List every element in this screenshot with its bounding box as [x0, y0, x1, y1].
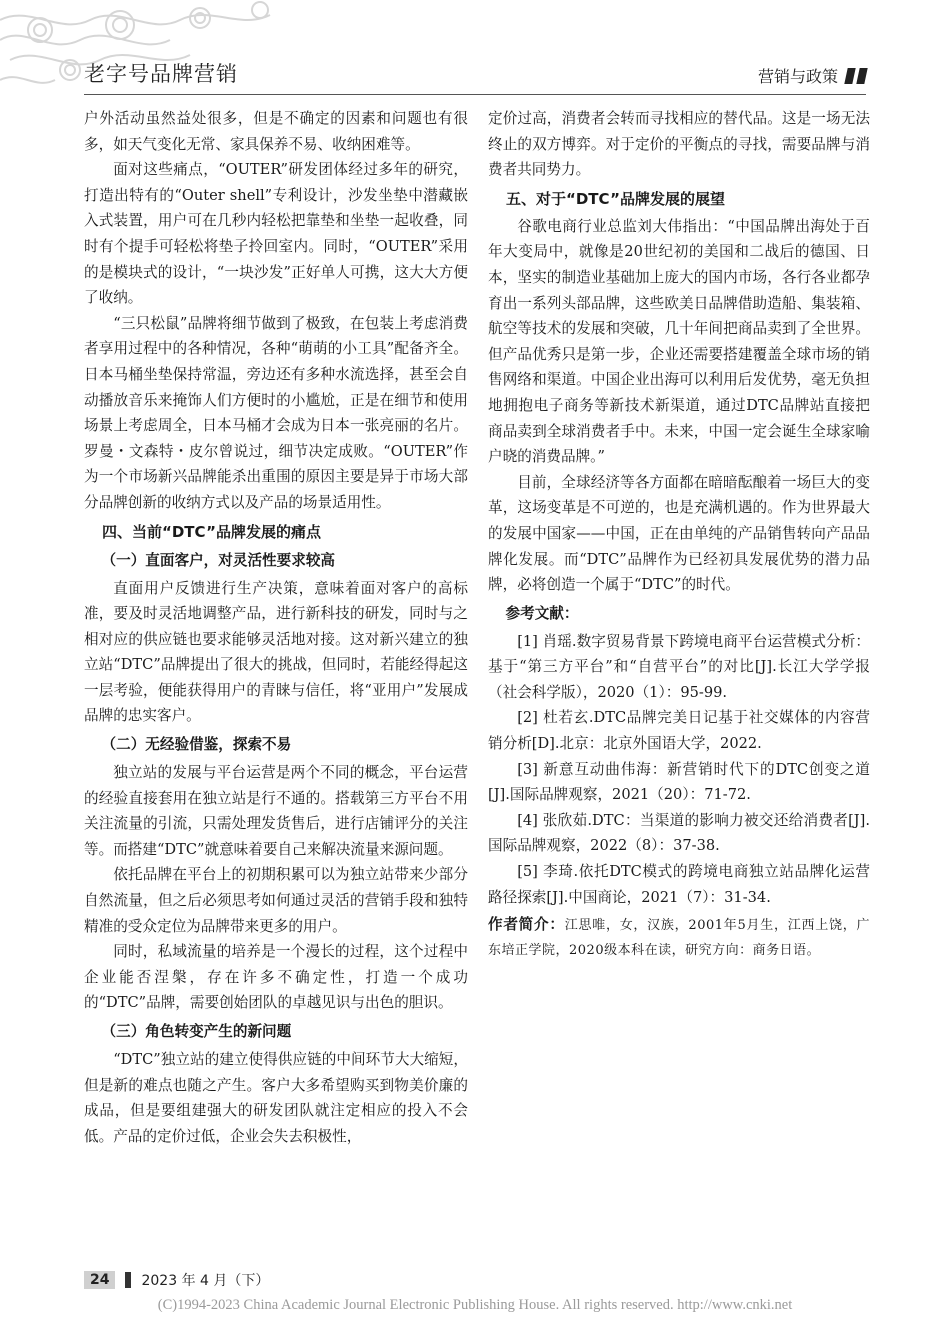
reference-item: [3] 新意互动曲伟海：新营销时代下的DTC创变之道[J].国际品牌观察，2021（20）：71-72.	[488, 760, 870, 804]
paragraph: 独立站的发展与平台运营是两个不同的概念，平台运营的经验直接套用在独立站是行不通的。搭载第三方平台不用关注流量的引流，只需处理发货售后，进行店铺评分的关注等。而搭建“DTC”就意味着要自己来解决流量来源问题。	[84, 764, 468, 858]
footer-bar-icon	[125, 1272, 131, 1288]
reference-item: [2] 杜若玄.DTC品牌完美日记基于社交媒体的内容营销分析[D].北京：北京外国语大学，2022.	[488, 709, 870, 753]
author-bio	[488, 912, 870, 963]
column-title	[758, 64, 866, 87]
section-heading: 参考文献：	[505, 604, 579, 622]
reference-item: [1] 肖瑶.数字贸易背景下跨境电商平台运营模式分析：基于“第三方平台”和“自营平台”的对比[J].长江大学学报（社会科学版），2020（1）：95-99.	[488, 632, 870, 701]
section-heading: （二）无经验借鉴，探索不易	[101, 736, 292, 754]
paragraph: 直面用户反馈进行生产决策，意味着面对客户的高标准，要及时灵活地调整产品，进行新科技的研发，同时与之相对应的供应链也要求能够灵活地对接。这对新兴建立的独立站“DTC”品牌提出了很大的挑战，但同时，若能经得起这一层考验，便能获得用户的青睐与信任，将“亚用户”发展成品牌的忠实客户。	[84, 579, 468, 725]
author-bio-label: 作者简介：	[488, 916, 565, 934]
right-text-column	[488, 106, 870, 963]
left-text-column	[84, 106, 468, 1149]
header-divider	[84, 94, 866, 95]
copyright-notice: (C)1994-2023 China Academic Journal Electronic Publishing House. All rights reserved. http://www.cnki.net	[157, 1297, 793, 1313]
section-heading: 四、当前“DTC”品牌发展的痛点	[102, 522, 321, 541]
paragraph: 户外活动虽然益处很多，但是不确定的因素和问题也有很多，如天气变化无常、家具保养不易、收纳困难等。	[84, 110, 468, 153]
paragraph: 定价过高，消费者会转而寻找相应的替代品。这是一场无法终止的双方博弈。对于定价的平衡点的寻找，需要品牌与消费者共同势力。	[488, 110, 870, 179]
reference-item: [4] 张欣茹.DTC：当渠道的影响力被交还给消费者[J].国际品牌观察，2022（8）：37-38.	[488, 811, 870, 855]
references-list	[488, 629, 870, 911]
page-number: 24	[84, 1271, 115, 1289]
header-bars-icon	[846, 68, 866, 84]
paragraph: “三只松鼠”品牌将细节做到了极致，在包装上考虑消费者享用过程中的各种情况，各种“萌萌的小工具”配备齐全。日本马桶坐垫保持常温，旁边还有多种水流选择，甚至会自动播放音乐来掩饰人们方便时的小尴尬，正是在细节和使用场景上考虑周全，日本马桶才会成为日本一张亮丽的名片。罗曼・文森特・皮尔曾说过，细节决定成败。“OUTER”作为一个市场新兴品牌能杀出重围的原因主要是异于市场大部分品牌创新的收纳方式以及产品的场景适用性。	[84, 314, 468, 511]
reference-item: [5] 李琦.依托DTC模式的跨境电商独立站品牌化运营路径探索[J].中国商论，2021（7）：31-34.	[488, 863, 870, 906]
issue-date: 2023 年 4 月（下）	[141, 1273, 270, 1289]
paragraph: 同时，私域流量的培养是一个漫长的过程，这个过程中企业能否涅槃，存在许多不确定性，打造一个成功的“DTC”品牌，需要创始团队的卓越见识与出色的胆识。	[84, 943, 468, 1012]
paragraph: 谷歌电商行业总监刘大伟指出：“中国品牌出海处于百年大变局中，就像是20世纪初的美国和二战后的德国、日本，坚实的制造业基础加上庞大的国内市场，各行各业都孕育出一系列头部品牌，这些欧美日品牌借助造船、集装箱、航空等技术的发展和突破，几十年间把商品卖到了全世界。但产品优秀只是第一步，企业还需要搭建覆盖全球市场的销售网络和渠道。中国企业出海可以利用后发优势，毫无负担地拥抱电子商务等新技术新渠道，通过DTC品牌站直接把商品卖到全球消费者手中。未来，中国一定会诞生全球家喻户晓的消费品牌。”	[488, 217, 870, 466]
paragraph: 面对这些痛点，“OUTER”研发团体经过多年的研究，打造出特有的“Outer shell”专利设计，沙发坐垫中潜藏嵌入式装置，用户可在几秒内轻松把靠垫和坐垫一起收叠，同时有个提手可轻松将垫子拎回室内。同时，“OUTER”采用的是模块式的设计，“一块沙发”正好单人可携，这大大方便了收纳。	[84, 161, 468, 307]
page-footer	[84, 1270, 269, 1290]
journal-section-title: 老字号品牌营销	[84, 62, 238, 86]
paragraph: 目前，全球经济等各方面都在暗暗酝酿着一场巨大的变革，这场变革是不可逆的，也是充满机遇的。作为世界最大的发展中国家——中国，正在由单纯的产品销售转向产品品牌化发展。而“DTC”品牌作为已经初具发展优势的潜力品牌，必将创造一个属于“DTC”的时代。	[488, 473, 870, 594]
page-header	[0, 0, 950, 100]
paragraph: “DTC”独立站的建立使得供应链的中间环节大大缩短，但是新的难点也随之产生。客户大多希望购买到物美价廉的成品，但是要组建强大的研发团队就注定相应的投入不会低。产品的定价过低，企业会失去积极性，	[84, 1051, 468, 1145]
column-title-text: 营销与政策	[757, 67, 838, 86]
paragraph: 依托品牌在平台上的初期积累可以为独立站带来少部分自然流量，但之后必须思考如何通过灵活的营销手段和独特精准的受众定位为品牌带来更多的用户。	[84, 866, 468, 935]
section-heading: （三）角色转变产生的新问题	[101, 1023, 292, 1040]
author-bio-text: 江思唯，女，汉族，2001年5月生，江西上饶，广东培正学院，2020级本科在读，研究方向：商务日语。	[488, 918, 870, 959]
section-heading: 五、对于“DTC”品牌发展的展望	[506, 189, 725, 208]
section-heading: （一）直面客户，对灵活性要求较高	[101, 551, 336, 569]
